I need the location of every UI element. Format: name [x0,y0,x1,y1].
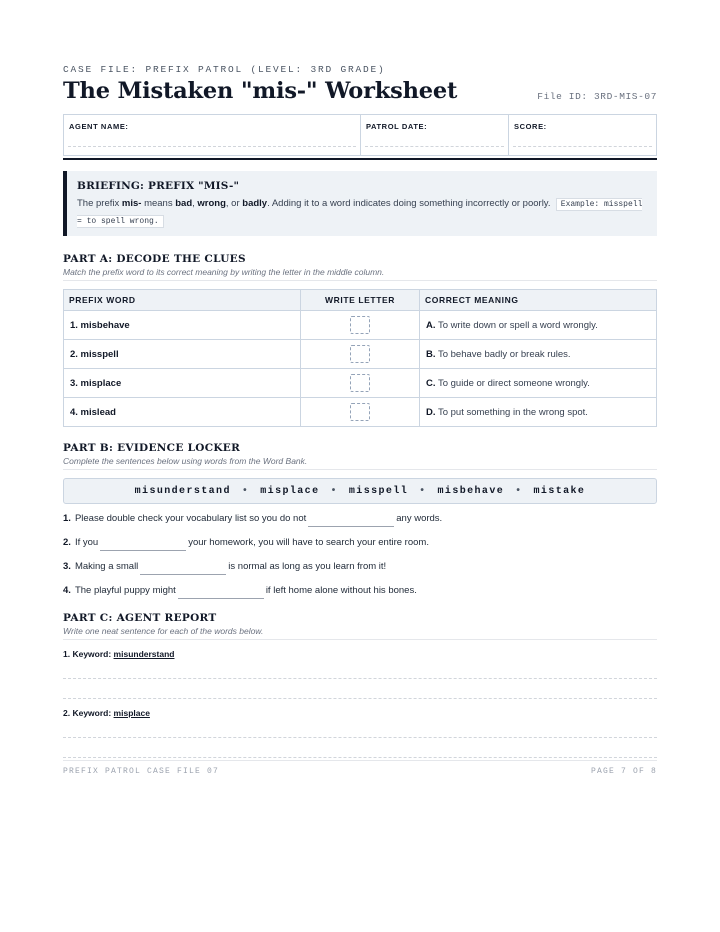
fill-in-blank[interactable] [178,587,264,599]
header-divider [63,158,657,160]
patrol-date-field[interactable] [361,115,509,155]
score-line [513,146,652,147]
sentence-item [63,506,657,530]
part-c-title: PART C: AGENT REPORT [63,612,217,624]
writing-line[interactable] [63,738,657,758]
keyword-label: 2. Keyword: [63,708,114,718]
sentence-text-after: is normal as long as you learn from it! [228,560,387,572]
part-a-title: PART A: DECODE THE CLUES [63,253,246,265]
keyword-line [63,649,657,659]
meaning-cell [420,311,657,340]
part-a-section [63,253,657,427]
letter-answer-box[interactable] [350,316,370,334]
prefix-word-cell: 4. mislead [64,398,301,427]
table-row [64,398,657,427]
briefing-text-part: The prefix [77,198,122,209]
sentence-text-before: If you [74,536,99,548]
footer-page-number: PAGE 7 OF 8 [590,767,657,776]
sentence-number: 1. [63,512,71,524]
word-bank-separator: • [515,485,523,497]
sentence-text-before: The playful puppy might [74,584,176,596]
sentence-item [63,578,657,602]
sentence-text-before: Making a small [74,560,139,572]
meaning-letter: B. [426,348,436,360]
briefing-bold-word: bad [175,198,193,209]
part-b-section [63,442,657,602]
table-row [64,369,657,398]
agent-name-line [68,146,356,147]
header-prefix-word: PREFIX WORD [64,290,301,311]
prefix-word-cell: 3. misplace [64,369,301,398]
sentence-text-after: if left home alone without his bones. [265,584,417,596]
fill-in-blank[interactable] [140,563,226,575]
sentence-item [63,554,657,578]
write-letter-cell [301,311,420,340]
score-label: SCORE: [514,122,547,131]
sentence-list [63,506,657,602]
keyword-line [63,708,657,718]
agent-name-label: AGENT NAME: [69,122,129,131]
page-footer [63,760,657,776]
sentence-number: 3. [63,560,71,572]
letter-answer-box[interactable] [350,345,370,363]
meaning-text: To write down or spell a word wrongly. [437,319,598,331]
word-bank-item: misbehave [437,485,505,497]
briefing-bold-word: wrong [197,198,226,209]
word-bank [63,478,657,504]
meaning-cell [420,369,657,398]
letter-answer-box[interactable] [350,403,370,421]
write-letter-cell [301,369,420,398]
word-bank-item: mistake [533,485,586,497]
score-field[interactable] [509,115,656,155]
keyword-label: 1. Keyword: [63,649,114,659]
writing-line[interactable] [63,718,657,738]
word-bank-item: misunderstand [134,485,231,497]
patrol-date-line [365,146,504,147]
prefix-word-cell: 1. misbehave [64,311,301,340]
header-write-letter: WRITE LETTER [301,290,420,311]
patrol-date-label: PATROL DATE: [366,122,428,131]
briefing-text-part: , or [225,198,243,209]
briefing-text-part: , [192,198,198,209]
sentence-text-after: any words. [396,512,443,524]
meaning-cell [420,398,657,427]
letter-answer-box[interactable] [350,374,370,392]
sentence-number: 4. [63,584,71,596]
sentence-text-before: Please double check your vocabulary list so you do not [74,512,307,524]
file-id: File ID: 3RD-MIS-07 [537,91,657,102]
briefing-text-part: . Adding it to a word indicates doing something incorrectly or poorly. [267,198,551,209]
writing-line[interactable] [63,679,657,699]
part-b-subtitle: Complete the sentences below using words from the Word Bank. [63,456,657,470]
part-c-section [63,612,657,758]
page-title: The Mistaken "mis-" Worksheet [63,78,458,104]
fill-in-blank[interactable] [308,515,394,527]
fill-in-blank[interactable] [100,539,186,551]
table-header-row [64,290,657,311]
briefing-text [77,196,649,230]
sentence-number: 2. [63,536,71,548]
write-letter-cell [301,398,420,427]
agent-info-box [63,114,657,156]
word-bank-separator: • [419,485,427,497]
meaning-cell [420,340,657,369]
word-bank-item: misplace [260,485,320,497]
word-bank-separator: • [330,485,338,497]
keyword-word: misunderstand [113,649,175,659]
writing-line[interactable] [63,659,657,679]
word-bank-item: misspell [348,485,409,497]
part-a-subtitle: Match the prefix word to its correct meaning by writing the letter in the middle column. [63,267,657,281]
briefing-bold-word: badly [242,198,268,209]
briefing-example: Example: misspell = to spell wrong. [77,200,643,226]
sentence-item [63,530,657,554]
case-file-line: CASE FILE: PREFIX PATROL (LEVEL: 3RD GRADE) [63,64,386,75]
table-row [64,340,657,369]
clues-table [63,289,657,427]
table-row [64,311,657,340]
briefing-text-part: means [141,198,176,209]
meaning-text: To guide or direct someone wrongly. [437,377,590,389]
meaning-letter: A. [426,319,436,331]
meaning-text: To behave badly or break rules. [437,348,571,360]
header-correct-meaning: CORRECT MEANING [420,290,657,311]
keyword-word: misplace [113,708,150,718]
title-row [63,78,657,104]
briefing-box [63,171,657,236]
meaning-text: To put something in the wrong spot. [437,406,588,418]
prefix-word-cell: 2. misspell [64,340,301,369]
word-bank-separator: • [241,485,250,497]
meaning-letter: D. [426,406,436,418]
part-b-title: PART B: EVIDENCE LOCKER [63,442,241,454]
agent-name-field[interactable] [64,115,361,155]
write-letter-cell [301,340,420,369]
briefing-title: BRIEFING: PREFIX "MIS-" [77,180,240,192]
footer-case-file: PREFIX PATROL CASE FILE 07 [63,767,220,776]
meaning-letter: C. [426,377,436,389]
part-c-subtitle: Write one neat sentence for each of the words below. [63,626,657,640]
briefing-bold-prefix: mis- [121,198,142,209]
sentence-text-after: your homework, you will have to search your entire room. [188,536,429,548]
